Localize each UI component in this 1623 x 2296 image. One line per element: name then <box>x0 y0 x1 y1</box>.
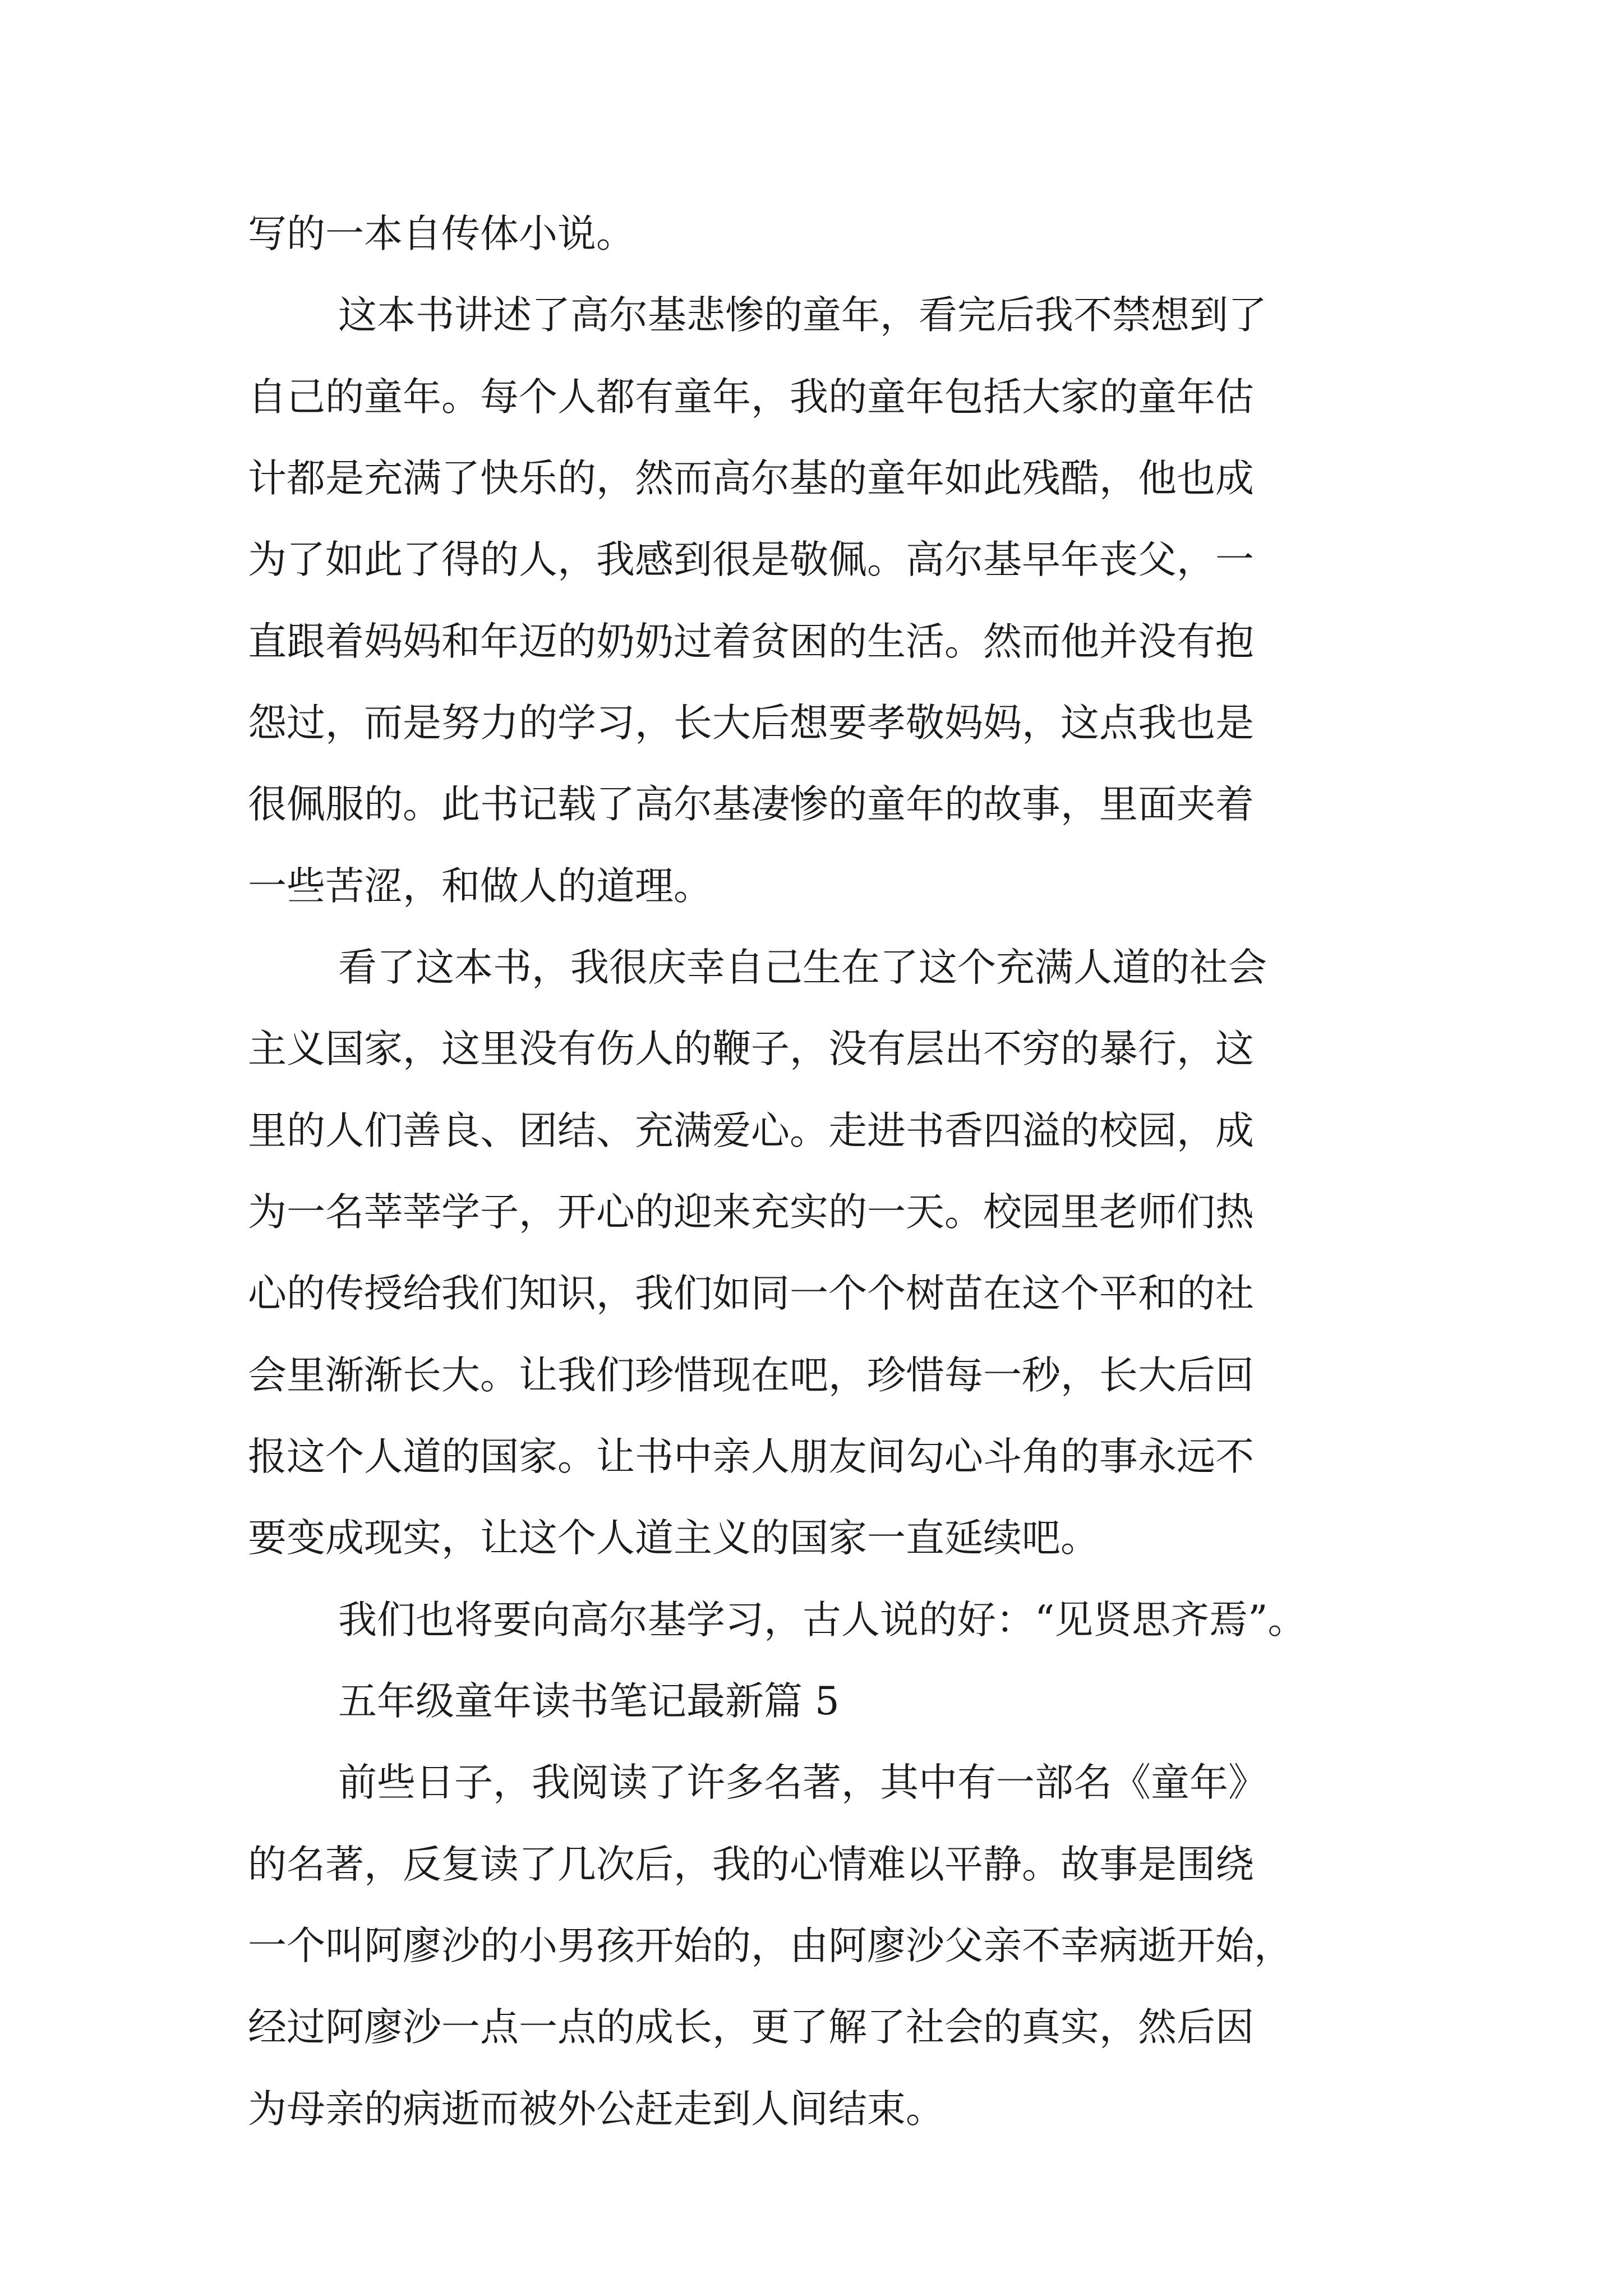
text-line: 为一名莘莘学子，开心的迎来充实的一天。校园里老师们热 <box>248 1190 1254 1235</box>
text-line: 心的传授给我们知识，我们如同一个个树苗在这个平和的社 <box>248 1271 1254 1316</box>
text-line: 计都是充满了快乐的，然而高尔基的童年如此残酷，他也成 <box>248 456 1254 501</box>
text-line: 为了如此了得的人，我感到很是敬佩。高尔基早年丧父，一 <box>248 537 1254 582</box>
text-line: 直跟着妈妈和年迈的奶奶过着贫困的生活。然而他并没有抱 <box>248 619 1254 664</box>
text-line: 前些日子，我阅读了许多名著，其中有一部名《童年》 <box>338 1760 1267 1805</box>
text-line: 写的一本自传体小说。 <box>248 211 635 256</box>
text-line: 的名著，反复读了几次后，我的心情难以平静。故事是围绕 <box>248 1842 1254 1887</box>
section-heading: 五年级童年读书笔记最新篇 5 <box>338 1679 840 1724</box>
text-line: 主义国家，这里没有伤人的鞭子，没有层出不穷的暴行，这 <box>248 1027 1254 1071</box>
text-line: 一些苦涩，和做人的道理。 <box>248 864 712 909</box>
text-line: 怨过，而是努力的学习，长大后想要孝敬妈妈，这点我也是 <box>248 701 1254 746</box>
text-line: 这本书讲述了高尔基悲惨的童年，看完后我不禁想到了 <box>338 293 1267 338</box>
text-line: 会里渐渐长大。让我们珍惜现在吧，珍惜每一秒，长大后回 <box>248 1353 1254 1398</box>
text-line: 我们也将要向高尔基学习，古人说的好：“见贤思齐焉”。 <box>338 1598 1307 1642</box>
text-line: 看了这本书，我很庆幸自己生在了这个充满人道的社会 <box>338 945 1267 990</box>
text-line: 很佩服的。此书记载了高尔基凄惨的童年的故事，里面夹着 <box>248 782 1254 827</box>
text-line: 里的人们善良、团结、充满爱心。走进书香四溢的校园，成 <box>248 1108 1254 1153</box>
text-line: 自己的童年。每个人都有童年，我的童年包括大家的童年估 <box>248 375 1254 420</box>
text-line: 要变成现实，让这个人道主义的国家一直延续吧。 <box>248 1516 1099 1561</box>
text-line: 为母亲的病逝而被外公赶走到人间结束。 <box>248 2087 944 2132</box>
text-line: 报这个人道的国家。让书中亲人朋友间勾心斗角的事永远不 <box>248 1434 1254 1479</box>
text-line: 一个叫阿廖沙的小男孩开始的，由阿廖沙父亲不幸病逝开始， <box>248 1924 1293 1968</box>
text-line: 经过阿廖沙一点一点的成长，更了解了社会的真实，然后因 <box>248 2005 1254 2050</box>
